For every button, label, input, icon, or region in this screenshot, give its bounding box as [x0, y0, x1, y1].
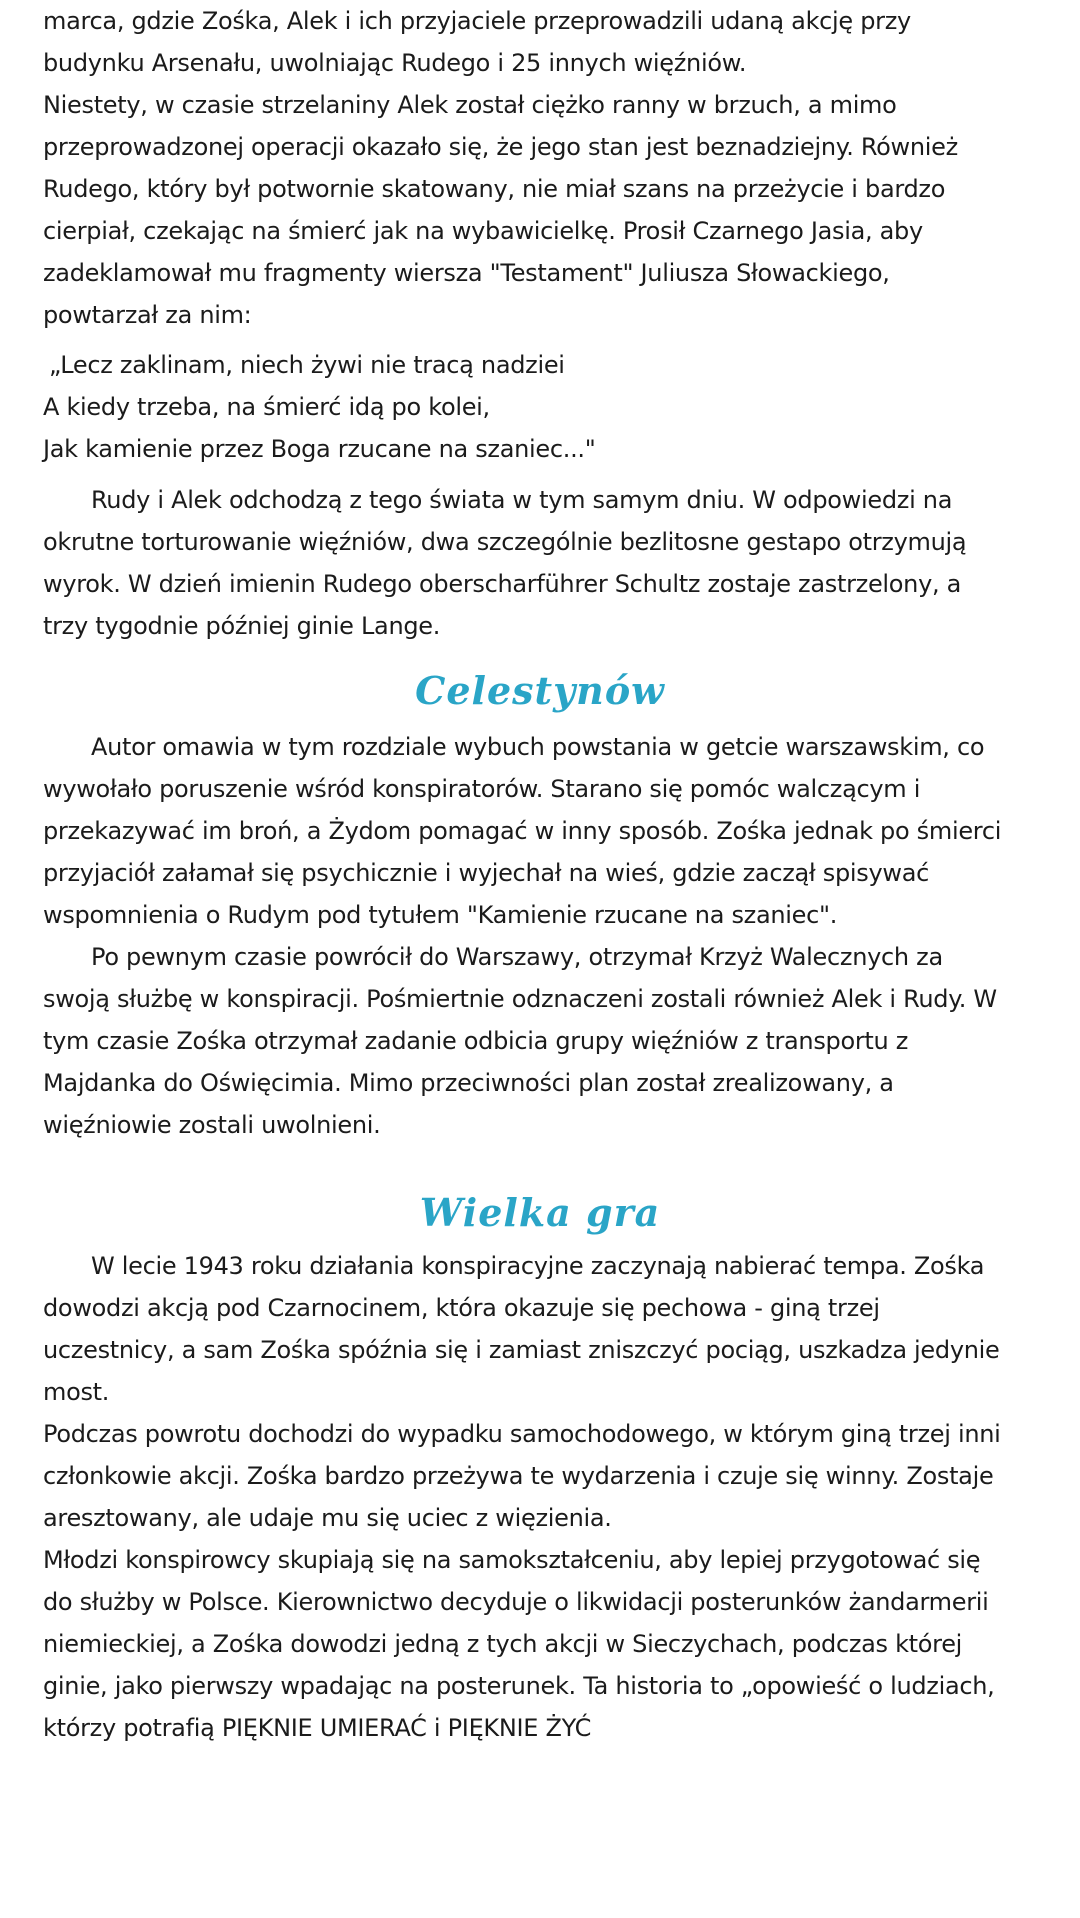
poem-line: A kiedy trzeba, na śmierć idą po kolei,: [43, 393, 490, 421]
text-line: Rudego, który był potwornie skatowany, nie miał szans na przeżycie i bardzo: [43, 175, 946, 203]
text-line: przyjaciół załamał się psychicznie i wyjechał na wieś, gdzie zaczął spisywać: [43, 859, 930, 887]
text-line: cierpiał, czekając na śmierć jak na wybawicielkę. Prosił Czarnego Jasia, aby: [43, 217, 923, 245]
text-line: Podczas powrotu dochodzi do wypadku samochodowego, w którym giną trzej inni: [43, 1420, 1001, 1448]
text-line: most.: [43, 1378, 110, 1406]
text-line: wyrok. W dzień imienin Rudego oberscharführer Schultz zostaje zastrzelony, a: [43, 570, 962, 598]
poem-quote: [43, 344, 1043, 470]
section-heading-celestynow: Celestynów: [415, 668, 665, 713]
text-line: przeprowadzonej operacji okazało się, że jego stan jest beznadziejny. Również: [43, 133, 958, 161]
text-line: do służby w Polsce. Kierownictwo decyduje o likwidacji posterunków żandarmerii: [43, 1588, 989, 1616]
text-line: członkowie akcji. Zośka bardzo przeżywa te wydarzenia i czuje się winny. Zostaje: [43, 1462, 994, 1490]
text-line: Niestety, w czasie strzelaniny Alek został ciężko ranny w brzuch, a mimo: [43, 91, 897, 119]
text-line: Po pewnym czasie powrócił do Warszawy, otrzymał Krzyż Walecznych za: [91, 943, 943, 971]
section-heading-wielka-gra: Wielka gra: [419, 1190, 661, 1235]
text-line: ginie, jako pierwszy wpadając na posterunek. Ta historia to „opowieść o ludziach,: [43, 1672, 995, 1700]
celestynow-paragraph-2: [43, 936, 1065, 1146]
text-line: budynku Arsenału, uwolniając Rudego i 25 innych więźniów.: [43, 49, 747, 77]
text-line: W lecie 1943 roku działania konspiracyjne zaczynają nabierać tempa. Zośka: [91, 1252, 985, 1280]
text-line: wspomnienia o Rudym pod tytułem "Kamienie rzucane na szaniec".: [43, 901, 838, 929]
text-line: Młodzi konspirowcy skupiają się na samokształceniu, aby lepiej przygotować się: [43, 1546, 981, 1574]
text-line: wywołało poruszenie wśród konspiratorów. Starano się pomóc walczącym i: [43, 775, 921, 803]
text-line: marca, gdzie Zośka, Alek i ich przyjaciele przeprowadzili udaną akcję przy: [43, 7, 911, 35]
celestynow-paragraph-1: [43, 726, 1065, 936]
text-line: Rudy i Alek odchodzą z tego świata w tym samym dniu. W odpowiedzi na: [91, 486, 953, 514]
wielka-gra-paragraph-3: [43, 1539, 1065, 1749]
text-line: swoją służbę w konspiracji. Pośmiertnie odznaczeni zostali również Alek i Rudy. W: [43, 985, 997, 1013]
text-line: Majdanka do Oświęcimia. Mimo przeciwności plan został zrealizowany, a: [43, 1069, 894, 1097]
after-poem-paragraph: [43, 479, 1065, 647]
text-line: aresztowany, ale udaje mu się uciec z więzienia.: [43, 1504, 612, 1532]
text-line: okrutne torturowanie więźniów, dwa szczególnie bezlitosne gestapo otrzymują: [43, 528, 967, 556]
text-line: którzy potrafią PIĘKNIE UMIERAĆ i PIĘKNIE ŻYĆ: [43, 1714, 592, 1742]
text-line: powtarzał za nim:: [43, 301, 252, 329]
text-line: uczestnicy, a sam Zośka spóźnia się i zamiast zniszczyć pociąg, uszkadza jedynie: [43, 1336, 1000, 1364]
text-line: dowodzi akcją pod Czarnocinem, która okazuje się pechowa - giną trzej: [43, 1294, 880, 1322]
poem-line: Jak kamienie przez Boga rzucane na szaniec...": [43, 435, 596, 463]
text-line: więźniowie zostali uwolnieni.: [43, 1111, 381, 1139]
text-line: Autor omawia w tym rozdziale wybuch powstania w getcie warszawskim, co: [91, 733, 985, 761]
poem-line: „Lecz zaklinam, niech żywi nie tracą nadziei: [49, 351, 565, 379]
wielka-gra-paragraph-1: [43, 1245, 1065, 1413]
text-line: przekazywać im broń, a Żydom pomagać w inny sposób. Zośka jednak po śmierci: [43, 817, 1002, 845]
text-line: niemieckiej, a Zośka dowodzi jedną z tych akcji w Sieczychach, podczas której: [43, 1630, 963, 1658]
text-line: trzy tygodnie później ginie Lange.: [43, 612, 441, 640]
text-line: zadeklamował mu fragmenty wiersza "Testament" Juliusza Słowackiego,: [43, 259, 890, 287]
wielka-gra-paragraph-2: [43, 1413, 1065, 1539]
intro-paragraph: [43, 0, 1065, 336]
text-line: tym czasie Zośka otrzymał zadanie odbicia grupy więźniów z transportu z: [43, 1027, 909, 1055]
